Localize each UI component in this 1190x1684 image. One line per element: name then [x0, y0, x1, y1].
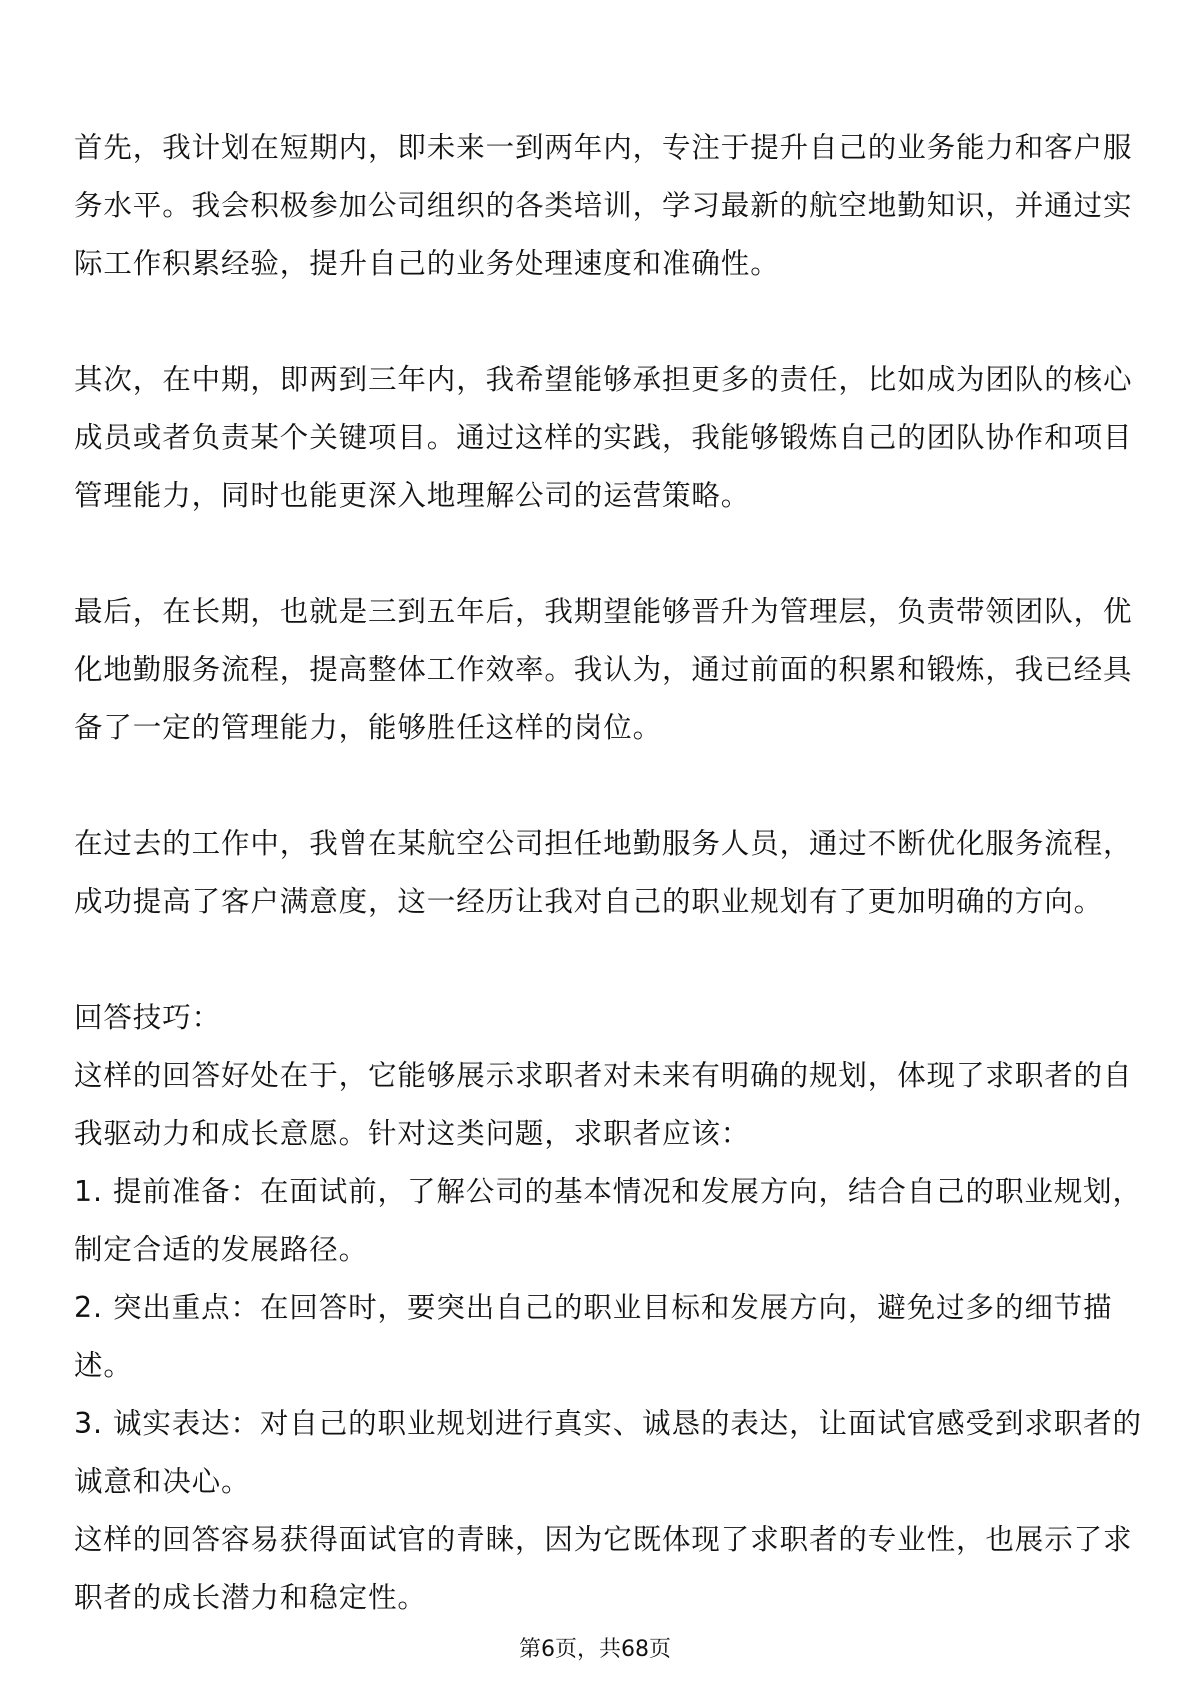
paragraph [74, 989, 1142, 1627]
text-line: 化地勤服务流程，提高整体工作效率。我认为，通过前面的积累和锻炼，我已经具 [74, 653, 1133, 686]
text-line: 制定合适的发展路径。 [74, 1233, 369, 1266]
text-line: 成功提高了客户满意度，这一经历让我对自己的职业规划有了更加明确的方向。 [74, 885, 1104, 918]
paragraph [74, 815, 1134, 931]
text-line: 1. 提前准备：在面试前，了解公司的基本情况和发展方向，结合自己的职业规划， [74, 1175, 1142, 1208]
paragraph [74, 583, 1134, 757]
paragraph [74, 351, 1134, 525]
text-line: 最后，在长期，也就是三到五年后，我期望能够晋升为管理层，负责带领团队，优 [74, 595, 1133, 628]
paragraph [74, 119, 1134, 293]
text-line: 首先，我计划在短期内，即未来一到两年内，专注于提升自己的业务能力和客户服 [74, 131, 1133, 164]
text-line: 回答技巧： [74, 1001, 222, 1034]
text-line: 我驱动力和成长意愿。针对这类问题，求职者应该： [74, 1117, 751, 1150]
page-number: 第6页，共68页 [519, 1637, 671, 1662]
text-line: 诚意和决心。 [74, 1465, 251, 1498]
paragraph-spacer [74, 757, 1134, 815]
text-line: 管理能力，同时也能更深入地理解公司的运营策略。 [74, 479, 751, 512]
text-line: 述。 [74, 1349, 133, 1382]
text-line: 这样的回答容易获得面试官的青睐，因为它既体现了求职者的专业性，也展示了求 [74, 1523, 1133, 1556]
paragraph-spacer [74, 525, 1134, 583]
text-line: 际工作积累经验，提升自己的业务处理速度和准确性。 [74, 247, 780, 280]
text-line: 2. 突出重点：在回答时，要突出自己的职业目标和发展方向，避免过多的细节描 [74, 1291, 1113, 1324]
paragraph-spacer [74, 931, 1134, 989]
text-line: 其次，在中期，即两到三年内，我希望能够承担更多的责任，比如成为团队的核心 [74, 363, 1133, 396]
text-line: 职者的成长潜力和稳定性。 [74, 1581, 427, 1614]
text-line: 成员或者负责某个关键项目。通过这样的实践，我能够锻炼自己的团队协作和项目 [74, 421, 1133, 454]
text-line: 在过去的工作中，我曾在某航空公司担任地勤服务人员，通过不断优化服务流程， [74, 827, 1133, 860]
paragraph-spacer [74, 293, 1134, 351]
document-body [74, 119, 1142, 1627]
text-line: 这样的回答好处在于，它能够展示求职者对未来有明确的规划，体现了求职者的自 [74, 1059, 1133, 1092]
text-line: 3. 诚实表达：对自己的职业规划进行真实、诚恳的表达，让面试官感受到求职者的 [74, 1407, 1142, 1440]
text-line: 备了一定的管理能力，能够胜任这样的岗位。 [74, 711, 663, 744]
text-line: 务水平。我会积极参加公司组织的各类培训，学习最新的航空地勤知识，并通过实 [74, 189, 1133, 222]
